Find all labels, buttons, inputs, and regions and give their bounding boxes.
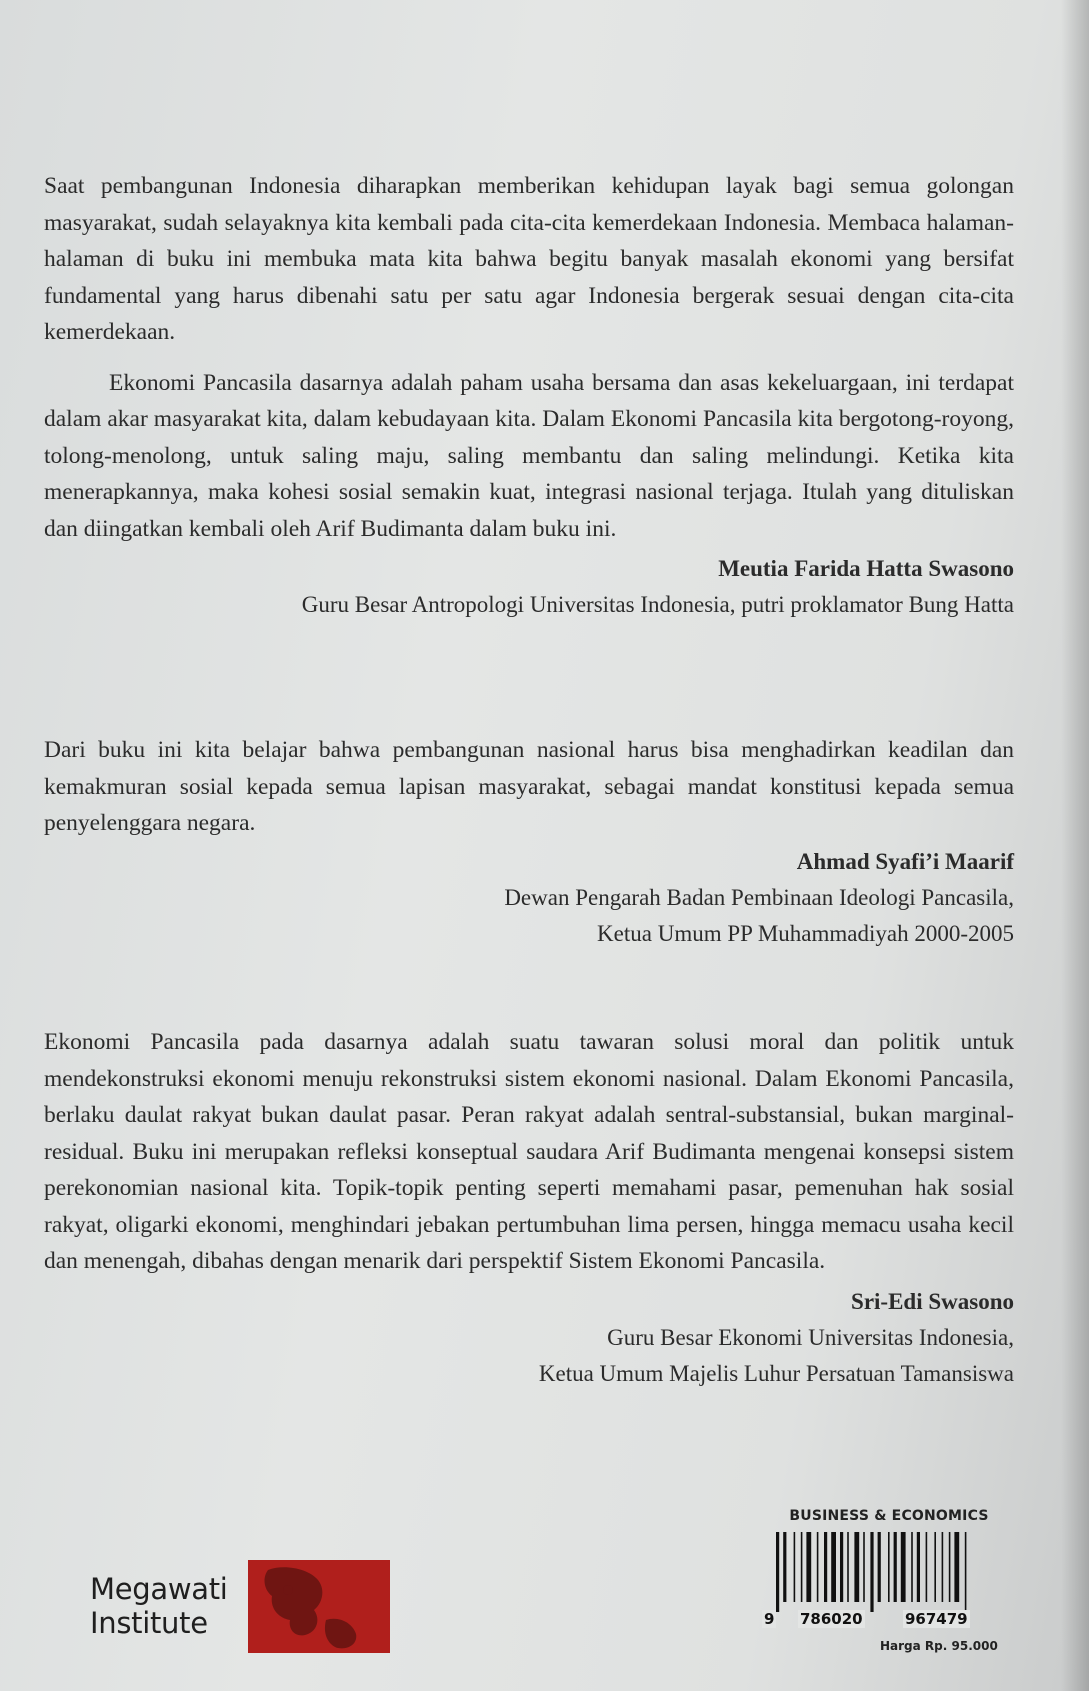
publisher-name-line2: Institute bbox=[90, 1606, 208, 1640]
endorsement-paragraph: Dari buku ini kita belajar bahwa pembangunan nasional harus bisa menghadirkan keadilan dan kemakmuran sosial kepada semua lapisan masyarakat, sebagai mandat konstitusi kepada semua penyelenggara negara. bbox=[44, 737, 1014, 836]
barcode-area bbox=[762, 1508, 1022, 1668]
isbn-digit-group: 786020 bbox=[800, 1610, 863, 1628]
endorser-name: Meutia Farida Hatta Swasono bbox=[718, 556, 1014, 581]
endorsement-syafii bbox=[44, 732, 1014, 952]
endorser-role: Dewan Pengarah Badan Pembinaan Ideologi Pancasila, bbox=[504, 884, 1014, 910]
isbn-digit-group: 967479 bbox=[905, 1610, 968, 1628]
endorsement-paragraph: Ekonomi Pancasila pada dasarnya adalah suatu tawaran solusi moral dan politik untuk mendekonstruksi ekonomi menuju rekonstruksi sistem ekonomi nasional. Dalam Ekonomi Pancasila, berlaku daulat rakyat bukan daulat pasar. Peran rakyat adalah sentral-substansial, bukan marginal-residual. Buku ini merupakan refleksi konseptual saudara Arif Budimanta mengenai konsepsi sistem perekonomian nasional kita. Topik-topik penting seperti memahami pasar, pemenuhan hak sosial rakyat, oligarki ekonomi, menghindari jebakan pertumbuhan lima persen, hingga memacu usaha kecil dan menengah, dibahas dengan menarik dari perspektif Sistem Ekonomi Pancasila. bbox=[44, 1029, 1014, 1274]
endorser-role: Guru Besar Antropologi Universitas Indonesia, putri proklamator Bung Hatta bbox=[301, 592, 1014, 617]
endorsement-paragraph: Ekonomi Pancasila dasarnya adalah paham usaha bersama dan asas kekeluargaan, ini terdapat dalam akar masyarakat kita, dalam kebudayaan kita. Dalam Ekonomi Pancasila kita bergotong-royong, tolong-menolong, untuk saling maju, saling membantu dan saling melindungi. Ketika kita menerapkannya, maka kohesi sosial semakin kuat, integrasi nasional terjaga. Itulah yang dituliskan dan diingatkan kembali oleh Arif Budimanta dalam buku ini. bbox=[44, 369, 1014, 542]
endorser-name: Sri-Edi Swasono bbox=[851, 1288, 1014, 1314]
portrait-icon bbox=[248, 1560, 390, 1653]
endorser-role: Ketua Umum Majelis Luhur Persatuan Tamansiswa bbox=[538, 1360, 1014, 1386]
endorser-role: Guru Besar Ekonomi Universitas Indonesia, bbox=[607, 1324, 1014, 1350]
category-label: BUSINESS & ECONOMICS bbox=[789, 1508, 989, 1524]
price-label: Harga Rp. 95.000 bbox=[880, 1639, 998, 1653]
publisher-name bbox=[90, 1572, 228, 1640]
endorsement-meutia bbox=[44, 168, 1014, 623]
publisher-logo bbox=[90, 1560, 390, 1655]
barcode-icon bbox=[772, 1532, 1000, 1614]
spine-shadow bbox=[1061, 0, 1089, 1691]
endorser-name: Ahmad Syafi’i Maarif bbox=[796, 848, 1014, 874]
endorsement-sri-edi bbox=[44, 1024, 1014, 1392]
endorser-role: Ketua Umum PP Muhammadiyah 2000-2005 bbox=[597, 920, 1014, 946]
isbn-prefix-digit: 9 bbox=[764, 1610, 775, 1628]
publisher-name-line1: Megawati bbox=[90, 1572, 228, 1606]
endorsement-paragraph: Saat pembangunan Indonesia diharapkan memberikan kehidupan layak bagi semua golongan masyarakat, sudah selayaknya kita kembali pada cita-cita kemerdekaan Indonesia. Membaca halaman-halaman di buku ini membuka mata kita bahwa begitu banyak masalah ekonomi yang bersifat fundamental yang harus dibenahi satu per satu agar Indonesia bergerak sesuai dengan cita-cita kemerdekaan. bbox=[44, 173, 1014, 345]
